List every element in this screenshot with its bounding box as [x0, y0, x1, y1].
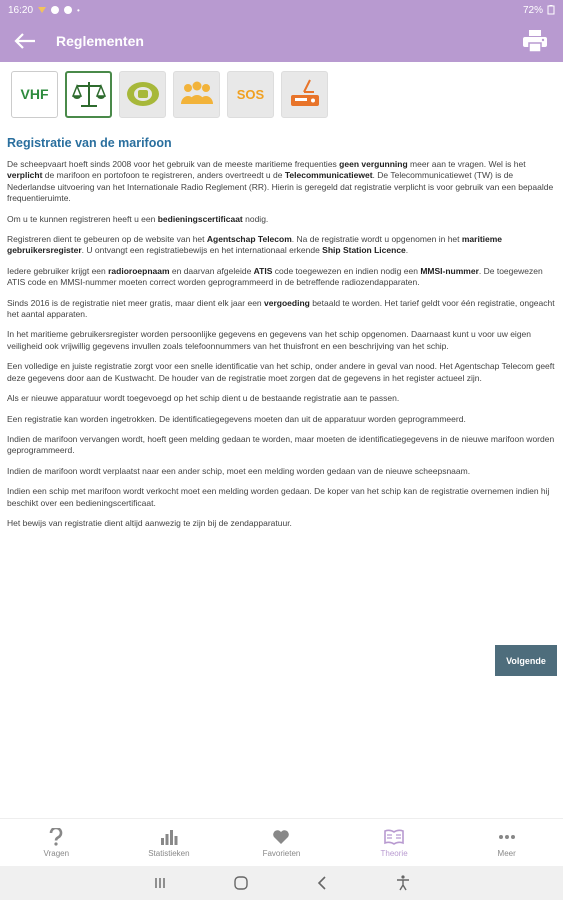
back-button[interactable]: [0, 20, 50, 62]
nav-item-meer[interactable]: [450, 819, 563, 866]
status-bar: [0, 0, 563, 20]
accessibility-button[interactable]: [388, 868, 418, 898]
article-heading: Registratie van de marifoon: [7, 136, 172, 150]
radio-device-icon: [288, 78, 322, 110]
accessibility-icon: [396, 875, 410, 891]
status-time: 16:20: [8, 4, 34, 16]
chevron-left-icon: [317, 876, 327, 890]
vhf-label: VHF: [20, 86, 49, 102]
system-navigation: [0, 866, 563, 900]
paragraph: Een volledige en juiste registratie zorgt voor een snelle identificatie van het schip, onder andere in geval van nood. Het Agentschap Telecom geeft deze gegevens door aan de Kustwacht. De houder van de registratie moet zorgen dat de gegevens in het register actueel zijn.: [7, 361, 555, 383]
page-title: Reglementen: [56, 33, 144, 49]
notification-small-icon: •: [77, 5, 80, 15]
tile-equipment[interactable]: [281, 71, 328, 118]
next-button[interactable]: Volgende: [495, 645, 557, 676]
bottom-navigation: [0, 818, 563, 866]
paragraph: Sinds 2016 is de registratie niet meer gratis, maar dient elk jaar een vergoeding betaald te worden. Het tarief geldt voor één registratie, ongeacht het aantal apparaten.: [7, 297, 555, 320]
notification-icon: [38, 7, 46, 13]
tile-people[interactable]: [173, 71, 220, 118]
nav-label: Statistieken: [148, 849, 190, 858]
tile-radio[interactable]: [119, 71, 166, 118]
question-icon: [49, 828, 63, 846]
paragraph: Indien de marifoon vervangen wordt, hoeft geen melding gedaan te worden, maar moeten de identificatiegegevens in de nieuwe marifoon worden geprogrammeerd.: [7, 433, 555, 456]
nav-label: Favorieten: [262, 849, 301, 858]
paragraph: De scheepvaart hoeft sinds 2008 voor het gebruik van de meeste maritieme frequenties geen vergunning meer aan te vragen. Wel is het verplicht de marifoon en portofoon te registreren, anders overtreedt u de Telecommunicatiewet. De Telecommunicatiewet (TW) is de Nederlandse uitvoering van het Internationale Radio Reglement (RR). Hierin is geregeld dat registratie verplicht is voor gebruik van een bepaalde frequentieruimte.: [7, 159, 554, 204]
radio-headset-icon: [126, 80, 160, 108]
tile-vhf[interactable]: [11, 71, 58, 118]
arrow-left-icon: [14, 33, 36, 49]
battery-level: 72%: [522, 4, 543, 16]
recents-icon: [154, 877, 166, 889]
tile-regulations[interactable]: [65, 71, 112, 118]
nav-item-favorieten[interactable]: [225, 819, 338, 866]
book-icon: [384, 829, 404, 845]
group-icon: [179, 80, 215, 108]
paragraph: Registreren dient te gebeuren op de website van het Agentschap Telecom. Na de registratie wordt u opgenomen in het maritieme gebruikersregister. U ontvangt een registratiebewijs en het internationaal erkende Ship Station Licence.: [7, 234, 503, 256]
more-icon: [498, 834, 516, 840]
paragraph: Iedere gebruiker krijgt een radioroepnaam en daarvan afgeleide ATIS code toegewezen en indien nodig een MMSI-nummer. De toegewezen ATIS code en MMSI-nummer moeten correct worden geprogrammeerd in de betreffende radiozendapparaten.: [7, 265, 543, 288]
nav-label: Meer: [497, 849, 516, 858]
paragraph: Het bewijs van registratie dient altijd aanwezig te zijn bij de zendapparatuur.: [7, 517, 292, 528]
bar-chart-icon: [160, 829, 178, 845]
paragraph: Om u te kunnen registreren heeft u een bedieningscertificaat nodig.: [7, 213, 269, 224]
printer-icon: [523, 30, 547, 52]
notification-dot-icon: [51, 6, 59, 14]
battery-icon: [547, 5, 555, 15]
paragraph: Een registratie kan worden ingetrokken. De identificatiegegevens moeten dan uit de apparatuur worden geprogrammeerd.: [7, 413, 466, 424]
home-button[interactable]: [226, 868, 256, 898]
notification-dot-icon: [64, 6, 72, 14]
article: [0, 130, 563, 538]
heart-icon: [272, 829, 290, 845]
paragraph: Indien een schip met marifoon wordt verkocht moet een melding worden gedaan. De koper van het schip kan de registratie overnemen indien hij beschikt over een bedieningscertificaat.: [7, 486, 550, 508]
nav-label: Vragen: [43, 849, 70, 858]
nav-item-theorie[interactable]: [338, 819, 451, 866]
tile-sos[interactable]: [227, 71, 274, 118]
sos-label: SOS: [236, 86, 265, 102]
category-tiles: [0, 62, 563, 126]
app-bar: [0, 20, 563, 62]
recent-apps-button[interactable]: [145, 868, 175, 898]
nav-item-vragen[interactable]: [0, 819, 113, 866]
paragraph: Indien de marifoon wordt verplaatst naar een ander schip, moet een melding worden gedaan van de nieuwe scheepsnaam.: [7, 465, 471, 476]
print-button[interactable]: [515, 20, 555, 62]
paragraph: Als er nieuwe apparatuur wordt toegevoegd op het schip dient u de bestaande registratie aan te passen.: [7, 393, 400, 404]
nav-label: Theorie: [380, 849, 408, 858]
paragraph: In het maritieme gebruikersregister worden persoonlijke gegevens en gegevens van het schip opgenomen. Daarnaast kunt u voor uw eigen veiligheid ook vrijwillig gegevens invullen zoals telefoonnummers van het thuisfront en een beschrijving van het schip.: [7, 329, 532, 351]
scales-icon: [72, 79, 106, 109]
nav-item-statistieken[interactable]: [113, 819, 226, 866]
home-circle-icon: [234, 876, 248, 890]
system-back-button[interactable]: [307, 868, 337, 898]
